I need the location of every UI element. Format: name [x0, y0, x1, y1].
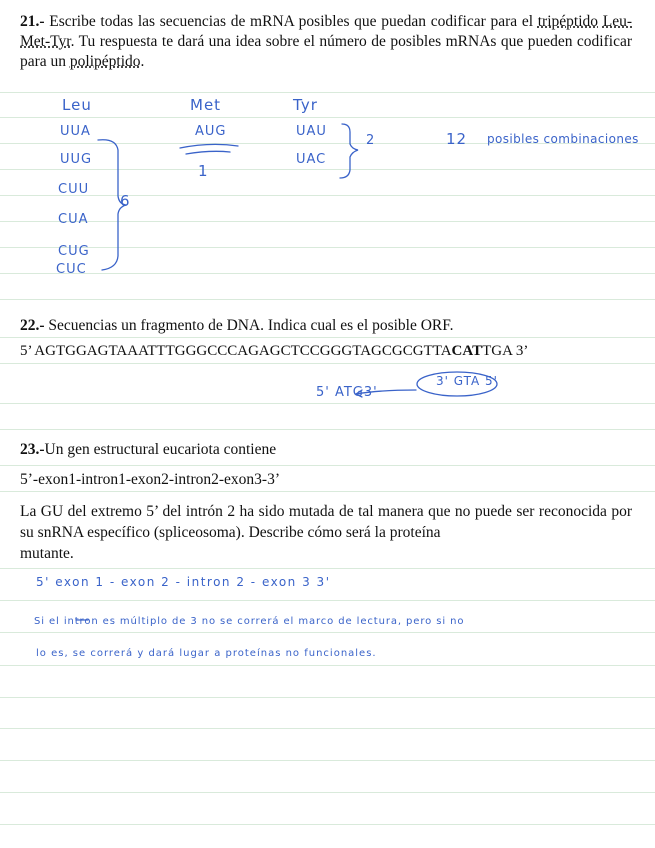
q22-sequence [20, 343, 528, 360]
q21-col-tyr: Tyr [293, 96, 318, 114]
q23-answer-line2: Si el intron es múltiplo de 3 no se correrá el marco de lectura, pero si no [34, 616, 465, 627]
q22-number: 22.- [20, 317, 45, 334]
leu-codon-6: CUC [56, 262, 87, 277]
q23-number: 23.- [20, 441, 45, 458]
q22-answer-left: 5' ATG3' [316, 385, 378, 400]
leu-codon-3: CUU [58, 182, 90, 197]
seq-prefix: 5’ AGTGGAGTAAATTTGGGCCCAGAGCTCCGGGTAGCGCGTTA [20, 343, 452, 359]
q21-word-tripeptido: tripéptido [537, 13, 599, 30]
q23-para-line1: La GU del extremo 5’ del intrón 2 ha sido mutada de tal manera que no puede ser [20, 503, 535, 520]
q22-prompt [20, 316, 632, 336]
tyr-codon-1: UAU [296, 124, 327, 139]
leu-codon-5: CUG [58, 244, 90, 259]
tyr-count: 2 [366, 133, 376, 148]
tyr-codon-2: UAC [296, 152, 327, 167]
q21-prompt-line1: Escribe todas las secuencias de mRNA posibles que puedan codificar para el [44, 13, 534, 30]
q21-col-leu: Leu [62, 96, 92, 114]
met-count: 1 [198, 162, 209, 180]
met-underline-2 [186, 151, 230, 154]
leu-codon-4: CUA [58, 212, 89, 227]
met-codon: AUG [195, 124, 227, 139]
leu-count: 6 [120, 192, 131, 210]
q23-prompt-text: Un gen estructural eucariota contiene [44, 441, 277, 458]
q23-prompt [20, 440, 632, 460]
q23-para-line3: mutante. [20, 545, 74, 562]
q21-period: . [140, 53, 145, 70]
q21-word-polipeptido: polipéptido [69, 53, 141, 70]
total-text: posibles combinaciones [487, 132, 639, 146]
q21-prompt-line2: . Tu respuesta te dará una idea sobre el número de posibles [70, 33, 442, 50]
q23-paragraph [20, 501, 632, 564]
leu-codon-2: UUG [60, 152, 93, 167]
leu-codon-1: UUA [60, 124, 91, 139]
q23-answer-line3: lo es, se correrá y dará lugar a proteínas no funcionales. [36, 648, 377, 659]
q22-prompt-text: Secuencias un fragmento de DNA. Indica cual es el posible ORF. [44, 317, 454, 334]
q21-prompt [20, 12, 632, 72]
seq-suffix: TGA 3’ [482, 343, 529, 359]
q21-col-met: Met [190, 96, 222, 114]
q23-answer-line1: 5' exon 1 - exon 2 - intron 2 - exon 3 3' [36, 575, 331, 589]
total-count: 12 [446, 130, 468, 148]
q23-para-line2: reconocida por su snRNA específico (spliceosoma). Describe cómo será la proteína [20, 503, 633, 541]
q22-answer-circled: 3' GTA 5' [436, 374, 498, 388]
met-underline [180, 144, 238, 148]
q21-prompt-line3: mRNAs que pueden codificar para un [20, 33, 633, 70]
q23-structure: 5’-exon1-intron1-exon2-intron2-exon3-3’ [20, 471, 280, 488]
q21-number: 21.- [20, 13, 45, 30]
seq-bold: CAT [451, 343, 483, 359]
q21-word-leumettyr: Leu-Met-Tyr [20, 13, 632, 50]
